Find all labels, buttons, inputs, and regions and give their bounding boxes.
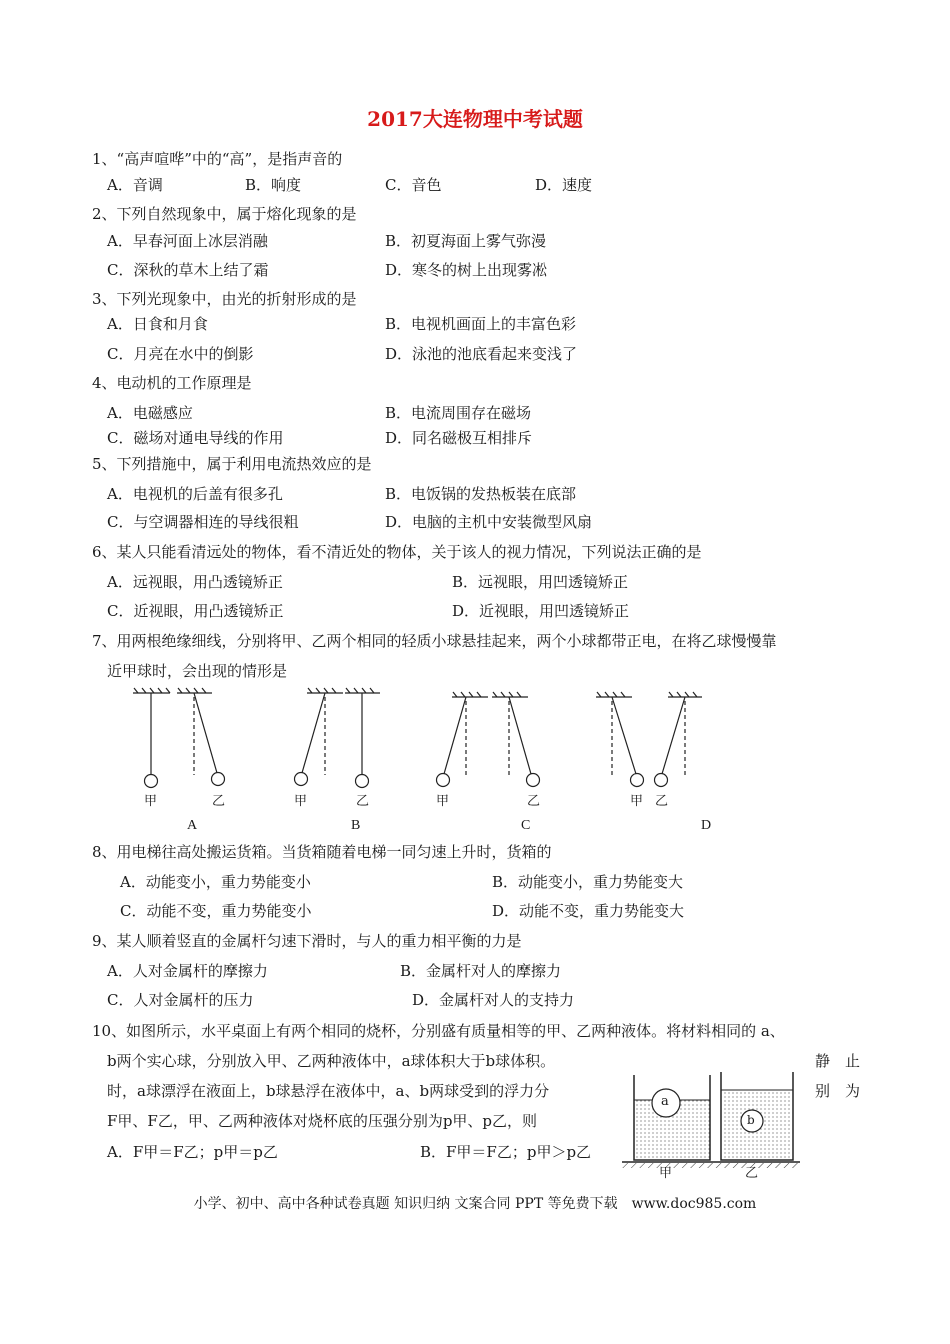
beaker-jia bbox=[634, 1075, 710, 1160]
fig-caption-c: C bbox=[521, 818, 531, 833]
question-10-line-3: 时，a球漂浮在液面上，b球悬浮在液体中，a、b两球受到的浮力分 bbox=[107, 1082, 550, 1100]
q6-option-a: A．远视眼，用凸透镜矫正 bbox=[107, 573, 283, 591]
q9-option-b: B．金属杆对人的摩擦力 bbox=[400, 962, 562, 980]
question-3-stem: 3、下列光现象中，由光的折射形成的是 bbox=[92, 290, 357, 308]
q5-option-c: C．与空调器相连的导线很粗 bbox=[107, 513, 299, 531]
q8-option-c: C．动能不变，重力势能变小 bbox=[120, 902, 312, 920]
question-1-stem: 1、“高声喧哗”中的“高”，是指声音的 bbox=[92, 150, 343, 168]
q5-option-b: B．电饭锅的发热板装在底部 bbox=[385, 485, 577, 503]
page-footer: 小学、初中、高中各种试卷真题 知识归纳 文案合同 PPT 等免费下载 www.doc985.com bbox=[193, 1196, 757, 1212]
ball-a-label: a bbox=[661, 1094, 669, 1109]
ball-b-label: b bbox=[747, 1113, 755, 1127]
q1-option-b: B．响度 bbox=[245, 176, 302, 194]
question-2-stem: 2、下列自然现象中，属于熔化现象的是 bbox=[92, 205, 357, 223]
q9-option-d: D．金属杆对人的支持力 bbox=[412, 991, 575, 1009]
fig-c-label-yi: 乙 bbox=[527, 794, 541, 809]
beaker-label-yi: 乙 bbox=[745, 1166, 759, 1181]
question-5-stem: 5、下列措施中，属于利用电流热效应的是 bbox=[92, 455, 372, 473]
question-10-line-2: b两个实心球，分别放入甲、乙两种液体中，a球体积大于b球体积。 bbox=[107, 1052, 556, 1070]
q6-option-b: B．远视眼，用凹透镜矫正 bbox=[452, 573, 629, 591]
fig-b-label-jia: 甲 bbox=[294, 794, 308, 809]
q2-option-b: B．初夏海面上雾气弥漫 bbox=[385, 232, 547, 250]
q8-option-d: D．动能不变，重力势能变大 bbox=[492, 902, 685, 920]
q8-option-b: B．动能变小，重力势能变大 bbox=[492, 873, 684, 891]
q5-option-d: D．电脑的主机中安装微型风扇 bbox=[385, 513, 593, 531]
fig-caption-b: B bbox=[351, 818, 361, 833]
fig-a-label-yi: 乙 bbox=[212, 794, 226, 809]
q3-option-c: C．月亮在水中的倒影 bbox=[107, 345, 254, 363]
q4-option-d: D．同名磁极互相排斥 bbox=[385, 429, 533, 447]
fig-c-label-jia: 甲 bbox=[436, 794, 450, 809]
table-surface bbox=[622, 1162, 800, 1168]
beaker-label-jia: 甲 bbox=[659, 1166, 673, 1181]
q2-option-a: A．早春河面上冰层消融 bbox=[107, 232, 268, 250]
q9-option-c: C．人对金属杆的压力 bbox=[107, 991, 254, 1009]
question-9-stem: 9、某人顺着竖直的金属杆匀速下滑时，与人的重力相平衡的力是 bbox=[92, 932, 522, 950]
q5-option-a: A．电视机的后盖有很多孔 bbox=[107, 485, 283, 503]
fig-caption-d: D bbox=[701, 818, 712, 833]
question-10-line-3-right: 别 为 bbox=[815, 1082, 861, 1100]
fig-caption-a: A bbox=[187, 818, 198, 833]
q8-option-a: A．动能变小，重力势能变小 bbox=[120, 873, 311, 891]
fig-a-label-jia: 甲 bbox=[144, 794, 158, 809]
q4-option-a: A．电磁感应 bbox=[107, 404, 193, 422]
q6-option-d: D．近视眼，用凹透镜矫正 bbox=[452, 602, 630, 620]
q1-option-c: C．音色 bbox=[385, 176, 442, 194]
fig-b-label-yi: 乙 bbox=[356, 794, 370, 809]
fig-d-label-yi: 乙 bbox=[655, 794, 669, 809]
q10-option-b: B．F甲＝F乙；p甲＞p乙 bbox=[420, 1143, 592, 1161]
question-7-stem: 7、用两根绝缘细线，分别将甲、乙两个相同的轻质小球悬挂起来，两个小球都带正电，在将乙球慢慢靠 bbox=[92, 632, 777, 650]
q3-option-b: B．电视机画面上的丰富色彩 bbox=[385, 315, 577, 333]
q1-option-a: A．音调 bbox=[107, 176, 163, 194]
q2-option-d: D．寒冬的树上出现雾凇 bbox=[385, 261, 548, 279]
q3-option-a: A．日食和月食 bbox=[107, 315, 208, 333]
q10-option-a: A．F甲＝F乙；p甲＝p乙 bbox=[107, 1143, 278, 1161]
q4-option-b: B．电流周围存在磁场 bbox=[385, 404, 532, 422]
question-10-stem: 10、如图所示，水平桌面上有两个相同的烧杯，分别盛有质量相等的甲、乙两种液体。将材料相同的 a、 bbox=[92, 1022, 785, 1040]
q1-option-d: D．速度 bbox=[535, 176, 593, 194]
q3-option-d: D．泳池的池底看起来变浅了 bbox=[385, 345, 578, 363]
question-10-line-2-right: 静 止 bbox=[815, 1052, 861, 1070]
question-10-line-4: F甲、F乙，甲、乙两种液体对烧杯底的压强分别为p甲、p乙，则 bbox=[107, 1112, 538, 1130]
q9-option-a: A．人对金属杆的摩擦力 bbox=[107, 962, 268, 980]
question-7-stem-cont: 近甲球时，会出现的情形是 bbox=[107, 662, 288, 680]
question-4-stem: 4、电动机的工作原理是 bbox=[92, 374, 252, 392]
beaker-yi bbox=[721, 1072, 793, 1160]
q2-option-c: C．深秋的草木上结了霜 bbox=[107, 261, 269, 279]
fig-d-label-jia: 甲 bbox=[630, 794, 644, 809]
question-8-stem: 8、用电梯往高处搬运货箱。当货箱随着电梯一同匀速上升时，货箱的 bbox=[92, 843, 552, 861]
q4-option-c: C．磁场对通电导线的作用 bbox=[107, 429, 284, 447]
page-title: 2017大连物理中考试题 bbox=[367, 107, 583, 131]
q6-option-c: C．近视眼，用凸透镜矫正 bbox=[107, 602, 284, 620]
question-6-stem: 6、某人只能看清远处的物体，看不清近处的物体，关于该人的视力情况，下列说法正确的是 bbox=[92, 543, 702, 561]
